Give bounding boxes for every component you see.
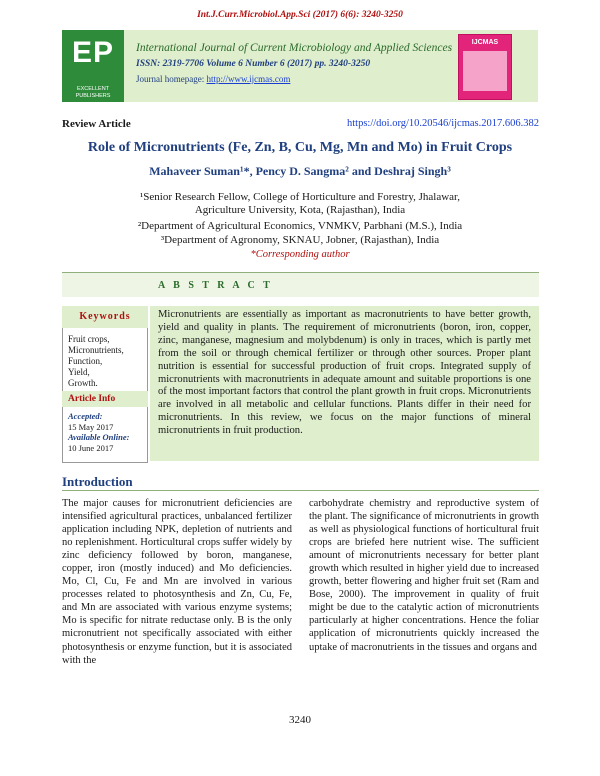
article-type: Review Article [62,118,131,130]
section-divider [62,490,539,491]
article-dates [68,411,148,453]
accepted-label: Accepted: [68,411,103,421]
abstract-heading: A B S T R A C T [158,280,273,291]
keywords-heading: Keywords [62,306,148,328]
cover-title: IJCMAS [471,39,499,46]
online-date: 10 June 2017 [68,442,114,453]
affiliation-3: ³Department of Agronomy, SKNAU, Jobner, (Rajasthan), India [160,234,440,246]
running-header: Int.J.Curr.Microbiol.App.Sci (2017) 6(6): 3240-3250 [197,10,403,20]
keyword: Growth. [68,378,98,388]
doi-link[interactable]: https://doi.org/10.20546/ijcmas.2017.606.382 [346,118,539,129]
page-number: 3240 [289,714,311,726]
keyword: Yield, [68,367,90,377]
abstract-heading-bar [62,272,539,297]
introduction-heading: Introduction [62,474,133,489]
article-title: Role of Micronutrients (Fe, Zn, B, Cu, Mg, Mn and Mo) in Fruit Crops [87,140,513,155]
accepted-date: 15 May 2017 [68,421,114,432]
issn-line: ISSN: 2319-7706 Volume 6 Number 6 (2017) pp. 3240-3250 [136,59,371,69]
intro-column-left: The major causes for micronutrient deficiencies are intensified agricultural practices, unbalanced fertilizer application including NPK, depletion of nutrients and no replenishment. Horticultural crops suffer widely by zinc deficiency followed by boron, manganese, copper, iron (mostly induced) and Mo deficiencies. Mo, Cl, Cu, Fe and Mn are involved in various processes related to photosynthesis and Zn, Cu, Fe, and Mn are associated with various enzyme systems; Mo is specific for nitrate reductase only. B is the only micronutrient not specifically associated with either photosynthesis or enzyme function, but it is associated with the [62,498,292,666]
keyword: Micronutrients, [68,345,124,355]
intro-column-right: carbohydrate chemistry and reproductive system of the plant. The significance of micronutrients in growth as well as physiological functions of horticultural fruit crops are briefed here nutrient wise. The sufficient amount of micronutrients necessary for better plant growth which resulted in higher yield due to increased growth, better flowering and higher fruit set (Ram and Bose, 2000). The improvement in quality of fruit might be due to the catalytic action of micronutrients particularly at higher concentrations. Hence the foliar application of micronutrients quickly increased the uptake of macronutrients in the tissues and organs and [309,498,539,653]
online-label: Available Online: [68,432,130,442]
homepage-label: Journal homepage: [136,74,207,84]
homepage-link[interactable]: http://www.ijcmas.com [206,74,291,84]
affiliation-1: ¹Senior Research Fellow, College of Horticulture and Forestry, Jhalawar, [139,191,461,203]
affiliation-1-cont: Agriculture University, Kota, (Rajasthan), India [194,204,406,216]
affiliation-2: ²Department of Agricultural Economics, VNMKV, Parbhani (M.S.), India [137,220,463,232]
abstract-text: Micronutrients are essentially as important as macronutrients to have better growth, yield and quality in plants. The requirement of micronutrients (boron, iron, copper, zinc, manganese, magnesium and molybdenum) is only in traces, which is partly met from the soil or through chemical fertilizer or through other sources. Proper plant nutrition is essential for successful production of fruit crops. Integrated supply of micronutrients with macronutrients in adequate amount and suitable proportions is one of the most important factors that control the plant growth in fruit crops. Micronutrients are involved in all metabolic and cellular functions. Plants differ in their need for micronutrients. In this review, we focus on the major functions of mineral micronutrients in fruit production. [150,306,539,461]
cover-graphic [463,51,507,91]
logo-caption: EXCELLENT PUBLISHERS [75,86,111,99]
publisher-logo [62,30,124,102]
corresponding-author: *Corresponding author [250,249,350,260]
journal-cover-image [458,34,512,100]
author-list: Mahaveer Suman¹*, Pency D. Sangma² and Deshraj Singh³ [149,164,451,178]
keyword: Fruit crops, [68,334,110,344]
logo-letters: EP [71,36,115,69]
keyword: Function, [68,356,103,366]
article-info-heading: Article Info [62,391,148,407]
journal-name: International Journal of Current Microbiology and Applied Sciences [136,42,453,54]
journal-homepage [136,74,290,84]
keyword-list [68,334,146,389]
